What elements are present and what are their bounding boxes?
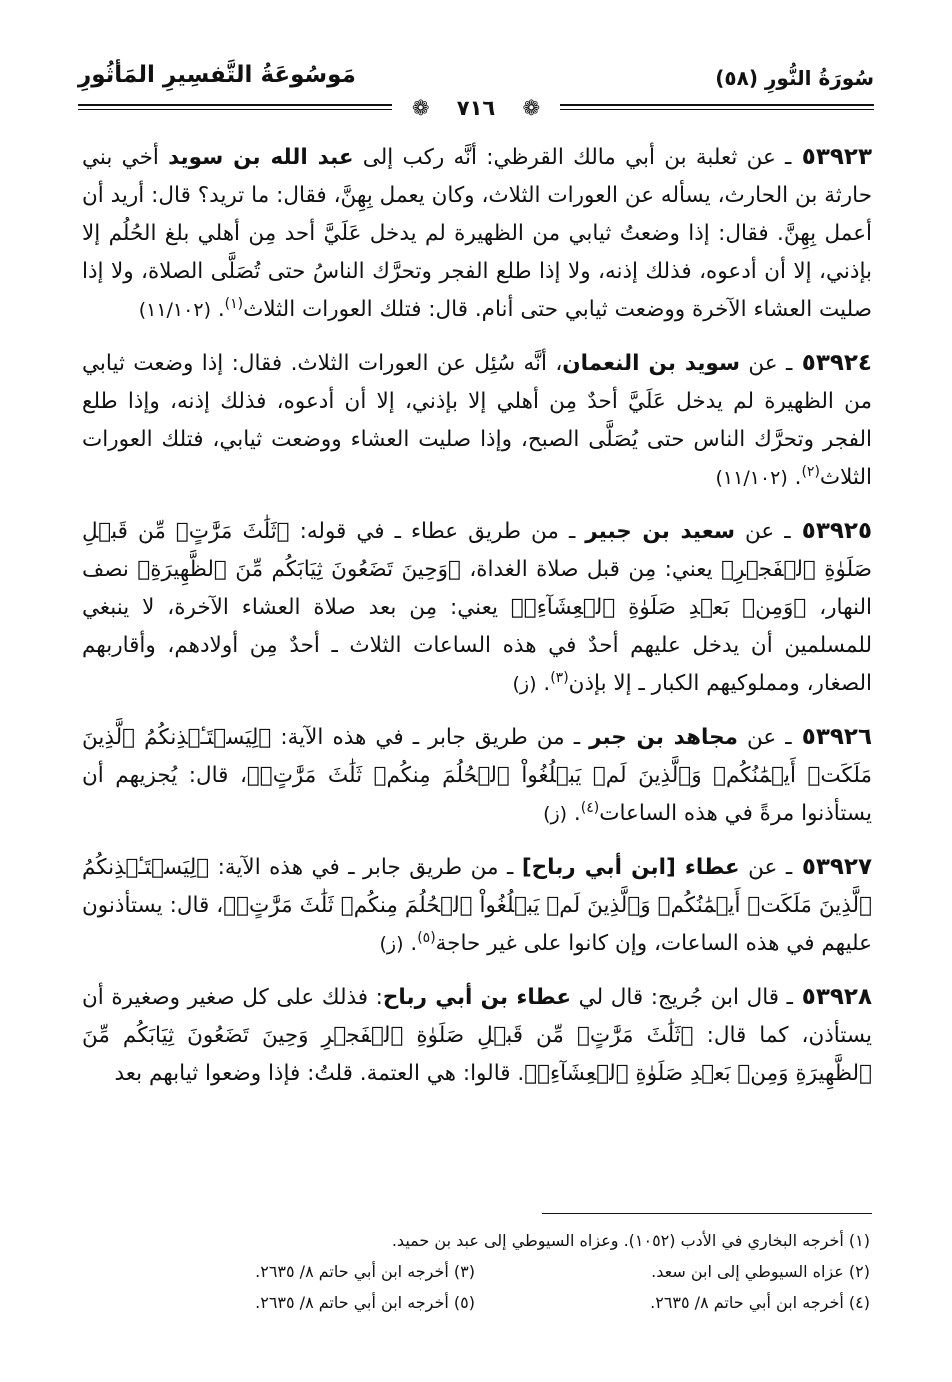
- entry-text: يعني: مِن بعد صلاة العشاء الآخرة، لا ينبغي للمسلمين أن يدخل عليهم أحدٌ في هذه الساعات الثلاث ـ أحدٌ مِن أولادهم، وأقاربهم الصغار، ومملوكيهم الكبار ـ إلا بإذن: [82, 595, 872, 696]
- entry-text: .: [567, 801, 581, 826]
- entry-number: ٥٣٩٢٧: [792, 854, 873, 880]
- entry-text: يعني: مِن قبل صلاة الغداة،: [460, 557, 722, 582]
- quran-verse: ﴿وَحِينَ تَضَعُونَ ثِيَابَكُم مِّنَ ٱلظَّهِيرَةِ﴾: [137, 557, 461, 582]
- hadith-entry: [82, 138, 872, 331]
- hadith-entry: [82, 718, 872, 835]
- hadith-entry: [82, 344, 872, 499]
- quran-verse: ﴿ثَلَٰثَ مَرَّٰتٍۚ مِّن قَبۡلِ صَلَوٰةِ ٱلۡفَجۡرِ﴾: [82, 519, 873, 582]
- main-text: [82, 138, 872, 1106]
- footnote-4: (٤) أخرجه ابن أبي حاتم ٨/ ٢٦٣٥.: [650, 1293, 870, 1312]
- footnote-marker: (٥): [417, 930, 436, 946]
- footnote-row: [80, 1287, 870, 1318]
- entry-text: ـ عن: [740, 351, 793, 376]
- entry-text: ـ عن: [735, 519, 791, 544]
- quran-verse: ﴿ثَلَٰثَ مَرَّٰتٍۚ مِّن قَبۡلِ صَلَوٰةِ ٱلۡفَجۡرِ وَحِينَ تَضَعُونَ ثِيَابَكُم مِّنَ ٱلظَّهِيرَةِ وَمِنۢ بَعۡدِ صَلَوٰةِ ٱلۡعِشَآءِۚ﴾: [82, 1023, 872, 1086]
- entry-text: أخي بني حارثة بن الحارث، يسأله عن العورات الثلاث، وكان يعمل بِهِنَّ، فقال: ما تريد؟ قال: أريد أن أعمل بِهِنَّ. فقال: إذا وضعتُ ثيابي من الظهيرة لم يدخل عَلَيَّ أحد مِن أهلي بلغ الحُلُم إلا بإذني، إلا أن أدعوه، فذلك إذنه، ولا إذا طلع الفجر وتحرَّك الناسُ حتى تُصَلَّى الصلاة، ولا إذا صليت العشاء الآخرة ووضعت ثيابي حتى أنام. قال: فتلك العورات الثلاث: [82, 145, 872, 322]
- footnote-divider: [542, 1213, 872, 1214]
- entry-text: .: [403, 931, 418, 956]
- narrator-name: سويد بن النعمان: [562, 351, 741, 376]
- entry-text: .: [536, 671, 551, 696]
- entry-text: ـ من طريق جابر ـ في هذه الآية:: [271, 725, 590, 750]
- surah-title: سُورَةُ النُّورِ (٥٨): [715, 66, 874, 90]
- narrator-name: سعيد بن جبير: [585, 519, 735, 544]
- hadith-entry: [82, 512, 872, 705]
- entry-text: ـ عن ثعلبة بن أبي مالك القرظي: أنَّه ركب إلى: [353, 145, 792, 170]
- quran-verse: ﴿وَمِنۢ بَعۡدِ صَلَوٰةِ ٱلۡعِشَآءِۚ﴾: [510, 595, 807, 620]
- entry-text: ، قال: يُجزيهم أن يستأذنوا مرةً في هذه الساعات: [82, 763, 872, 826]
- entry-text: : فذلك على كل صغير وصغيرة أن يستأذن، كما قال:: [82, 985, 873, 1048]
- page-number: [392, 96, 560, 120]
- footnote-5: (٥) أخرجه ابن أبي حاتم ٨/ ٢٦٣٥.: [255, 1293, 475, 1312]
- hadith-entry: [82, 978, 872, 1093]
- footnote-marker: (١): [224, 296, 244, 312]
- entry-text: ، أنَّه سُئِل عن العورات الثلاث. فقال: إذا وضعت ثيابي من الظهيرة لم يدخل عَلَيَّ أحدٌ مِن أهلي إلا بإذني، إلا أن أدعوه، فذلك إذنه، وإذا طلع الفجر وتحرَّك الناس حتى يُصَلَّى الصبح، وإذا صليت العشاء ووضعت ثيابي، فتلك العورات الثلاث: [82, 351, 872, 490]
- entry-number: ٥٣٩٢٨: [793, 984, 872, 1010]
- entry-number: ٥٣٩٢٥: [790, 518, 872, 544]
- entry-text: ـ عن: [737, 725, 792, 750]
- entry-text: ـ قال ابن جُريج: قال لي: [571, 985, 793, 1010]
- entry-text: .: [787, 465, 802, 490]
- page-number-text: ٧١٦: [447, 96, 505, 120]
- entry-text: ـ عن: [739, 855, 793, 880]
- footnote-marker: (٢): [801, 464, 820, 480]
- quran-verse: ﴿لِيَسۡتَـٔۡذِنكُمُ ٱلَّذِينَ مَلَكَتۡ أَيۡمَٰنُكُمۡ وَٱلَّذِينَ لَمۡ يَبۡلُغُواْ ٱلۡحُلُمَ مِنكُمۡ ثَلَٰثَ مَرَّٰتٍۚ﴾: [82, 725, 872, 788]
- ornament-icon: ❁: [402, 96, 447, 120]
- entry-text: ، قال: يستأذنون عليهم في هذه الساعات، وإن كانوا على غير حاجة: [82, 893, 872, 956]
- entry-text: ـ من طريق عطاء ـ في قوله:: [289, 519, 586, 544]
- source-reference: (ز): [543, 803, 568, 825]
- quran-verse: ﴿لِيَسۡتَـٔۡذِنكُمُ ٱلَّذِينَ مَلَكَتۡ أَيۡمَٰنُكُمۡ وَٱلَّذِينَ لَمۡ يَبۡلُغُواْ ٱلۡحُلُمَ مِنكُمۡ ثَلَٰثَ مَرَّٰتٍۚ﴾: [82, 855, 872, 918]
- entry-number: ٥٣٩٢٣: [791, 144, 872, 170]
- ornament-icon: ❁: [505, 96, 550, 120]
- narrator-name: عبد الله بن سويد: [168, 145, 354, 170]
- source-reference: (ز): [379, 933, 404, 955]
- entry-number: ٥٣٩٢٤: [792, 350, 872, 376]
- footnote-marker: (٤): [580, 800, 600, 816]
- book-title: مَوسُوعَةُ التَّفسِيرِ المَأثُورِ: [78, 62, 356, 88]
- source-reference: (١١/١٠٢): [138, 299, 211, 321]
- hadith-entry: [82, 848, 872, 965]
- narrator-name: عطاء [ابن أبي رباح]: [521, 855, 740, 880]
- entry-text: ـ من طريق جابر ـ في هذه الآية:: [209, 855, 522, 880]
- page-number-box: [0, 96, 952, 120]
- entry-text: نصف النهار،: [82, 557, 873, 620]
- entry-text: . قالوا: هي العتمة. قلتُ: فإذا وضعوا ثيابهم بعد: [114, 1061, 525, 1086]
- running-header: [78, 62, 874, 98]
- footnotes: [80, 1225, 870, 1318]
- source-reference: (١١/١٠٢): [715, 467, 788, 489]
- entry-text: .: [210, 297, 225, 322]
- footnote-2: (٢) عزاه السيوطي إلى ابن سعد.: [651, 1262, 870, 1281]
- entry-number: ٥٣٩٢٦: [791, 724, 872, 750]
- narrator-name: عطاء بن أبي رباح: [382, 985, 572, 1010]
- footnote-1: (١) أخرجه البخاري في الأدب (١٠٥٢). وعزاه السيوطي إلى عبد بن حميد.: [391, 1231, 870, 1250]
- narrator-name: مجاهد بن جبر: [589, 725, 738, 750]
- footnote-marker: (٣): [550, 670, 569, 686]
- footnote-row: [80, 1256, 870, 1287]
- source-reference: (ز): [512, 673, 537, 695]
- footnote-3: (٣) أخرجه ابن أبي حاتم ٨/ ٢٦٣٥.: [255, 1262, 475, 1281]
